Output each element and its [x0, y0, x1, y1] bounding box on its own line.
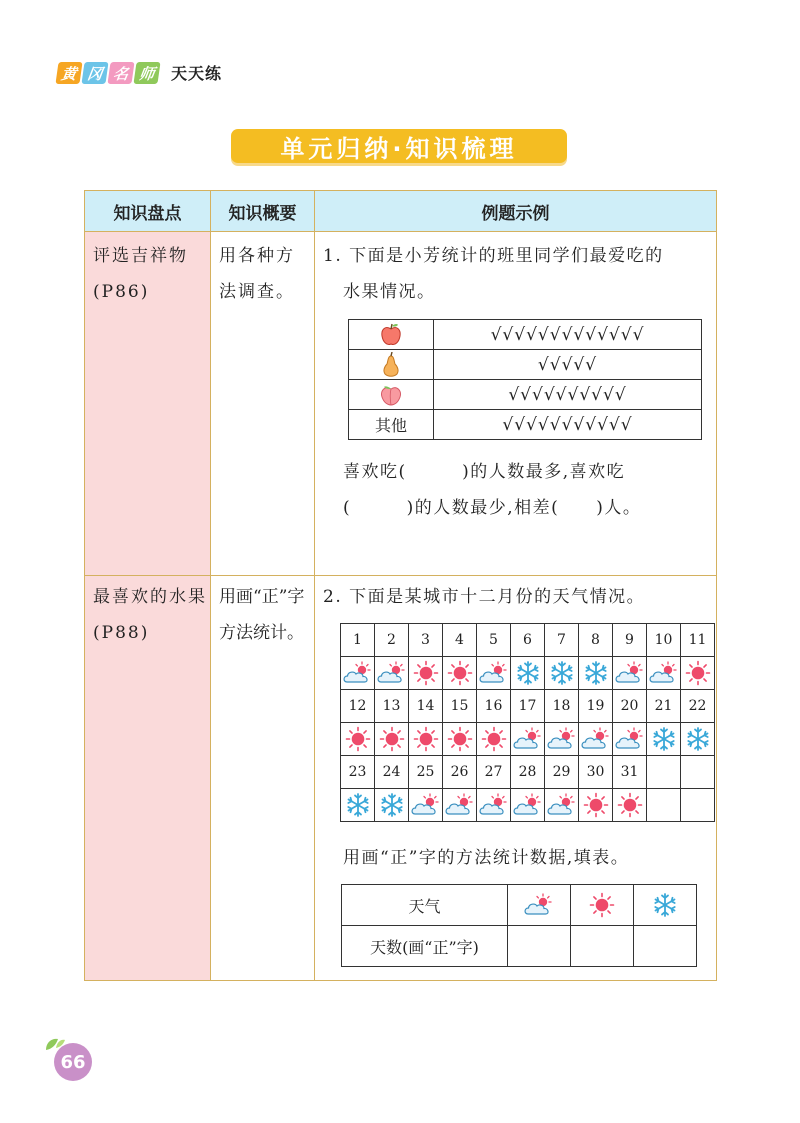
calendar-day-number: 20 — [613, 690, 647, 723]
header-example: 例题示例 — [315, 191, 716, 232]
sunny-icon — [571, 885, 634, 926]
calendar-day-number: 8 — [579, 624, 613, 657]
row1-topic-title: 评选吉祥物 — [93, 246, 188, 266]
sunny-icon — [341, 723, 375, 756]
row2-summary — [219, 579, 304, 651]
tally-row-days — [342, 926, 697, 967]
pear-icon — [349, 350, 434, 380]
snow-icon — [634, 885, 697, 926]
question-2-instruction: 用画“正”字的方法统计数据,填表。 — [343, 848, 630, 868]
row1-topic — [93, 238, 188, 310]
fruit-label-other: 其他 — [349, 410, 434, 440]
calendar-weather-row — [341, 723, 715, 756]
question-2-line1: 2. 下面是某城市十二月份的天气情况。 — [323, 587, 646, 607]
brand-subtitle: 天天练 — [171, 64, 223, 83]
row1-summary-line2: 法调查。 — [219, 282, 295, 302]
knowledge-table — [84, 190, 717, 981]
calendar-day-number: 23 — [341, 756, 375, 789]
calendar-day-number: 11 — [681, 624, 715, 657]
brand-char-2: 冈 — [81, 62, 108, 84]
fruit-checks: √√√√√√√√√√ — [434, 380, 702, 410]
calendar-day-number: 7 — [545, 624, 579, 657]
header-summary: 知识概要 — [211, 191, 314, 232]
calendar-day-number: 24 — [375, 756, 409, 789]
tally-row-weather — [342, 885, 697, 926]
calendar-day-number: 19 — [579, 690, 613, 723]
tally-label-weather: 天气 — [342, 885, 508, 926]
calendar-day-row — [341, 756, 715, 789]
cloudy-icon — [477, 657, 511, 690]
cloudy-icon — [511, 789, 545, 822]
row2-topic-title: 最喜欢的水果 — [93, 587, 207, 607]
question-1 — [323, 238, 664, 310]
sunny-icon — [477, 723, 511, 756]
calendar-day-number: 10 — [647, 624, 681, 657]
sunny-icon — [443, 723, 477, 756]
snow-icon — [511, 657, 545, 690]
question-1-line2: 水果情况。 — [343, 282, 436, 302]
sunny-icon — [579, 789, 613, 822]
row2-topic-page: (P88) — [93, 623, 150, 643]
fruit-tally-table — [348, 319, 702, 440]
brand-char-1: 黄 — [55, 62, 82, 84]
calendar-day-number: 5 — [477, 624, 511, 657]
snow-icon — [647, 723, 681, 756]
calendar-day-number: 22 — [681, 690, 715, 723]
calendar-empty-cell — [647, 789, 681, 822]
row2-topic — [93, 579, 207, 651]
calendar-day-number: 26 — [443, 756, 477, 789]
fruit-checks: √√√√√√√√√√√ — [434, 410, 702, 440]
snow-icon — [375, 789, 409, 822]
calendar-day-number: 25 — [409, 756, 443, 789]
cloudy-icon — [579, 723, 613, 756]
fruit-checks: √√√√√ — [434, 350, 702, 380]
question-1-blank-line1: 喜欢吃( )的人数最多,喜欢吃 — [343, 462, 626, 482]
calendar-day-number: 9 — [613, 624, 647, 657]
calendar-day-number: 2 — [375, 624, 409, 657]
calendar-day-number: 3 — [409, 624, 443, 657]
calendar-day-number: 28 — [511, 756, 545, 789]
calendar-day-number: 16 — [477, 690, 511, 723]
fruit-checks: √√√√√√√√√√√√√ — [434, 320, 702, 350]
fruit-row-apple — [349, 320, 702, 350]
tally-answer-sunny[interactable] — [571, 926, 634, 967]
calendar-day-number: 27 — [477, 756, 511, 789]
cloudy-icon — [477, 789, 511, 822]
question-2 — [323, 579, 645, 615]
calendar-day-number: 17 — [511, 690, 545, 723]
sunny-icon — [409, 657, 443, 690]
snow-icon — [341, 789, 375, 822]
header-topic: 知识盘点 — [85, 191, 210, 232]
cloudy-icon — [545, 723, 579, 756]
calendar-day-number: 13 — [375, 690, 409, 723]
calendar-weather-row — [341, 657, 715, 690]
cloudy-icon — [545, 789, 579, 822]
calendar-day-number: 14 — [409, 690, 443, 723]
cloudy-icon — [508, 885, 571, 926]
calendar-day-row — [341, 690, 715, 723]
cloudy-icon — [341, 657, 375, 690]
sunny-icon — [409, 723, 443, 756]
question-1-line1: 1. 下面是小芳统计的班里同学们最爱吃的 — [323, 246, 664, 266]
row1-summary — [219, 238, 295, 310]
row2-summary-line2: 方法统计。 — [219, 623, 304, 643]
snow-icon — [545, 657, 579, 690]
calendar-day-row — [341, 624, 715, 657]
calendar-day-number: 30 — [579, 756, 613, 789]
fruit-row-peach — [349, 380, 702, 410]
snow-icon — [579, 657, 613, 690]
fruit-row-pear — [349, 350, 702, 380]
apple-icon — [349, 320, 434, 350]
row1-topic-page: (P86) — [93, 282, 150, 302]
brand-char-4: 师 — [133, 62, 160, 84]
calendar-day-number: 4 — [443, 624, 477, 657]
fruit-row-other — [349, 410, 702, 440]
question-1-blanks — [343, 454, 641, 526]
calendar-day-number: 1 — [341, 624, 375, 657]
question-1-blank-line2: ( )的人数最少,相差( )人。 — [343, 498, 642, 518]
calendar-day-number: 21 — [647, 690, 681, 723]
calendar-day-number: 12 — [341, 690, 375, 723]
cloudy-icon — [613, 723, 647, 756]
column-divider — [314, 191, 315, 980]
calendar-day-number: 18 — [545, 690, 579, 723]
cloudy-icon — [409, 789, 443, 822]
calendar-day-number — [647, 756, 681, 789]
tally-answer-snow[interactable] — [634, 926, 697, 967]
row-divider — [85, 575, 716, 576]
snow-icon — [681, 723, 715, 756]
page-number: 66 — [54, 1043, 92, 1081]
cloudy-icon — [511, 723, 545, 756]
sunny-icon — [613, 789, 647, 822]
calendar-empty-cell — [681, 789, 715, 822]
sunny-icon — [681, 657, 715, 690]
calendar-day-number: 29 — [545, 756, 579, 789]
tally-label-days: 天数(画“正”字) — [342, 926, 508, 967]
sunny-icon — [375, 723, 409, 756]
calendar-weather-row — [341, 789, 715, 822]
calendar-day-number — [681, 756, 715, 789]
calendar-day-number: 15 — [443, 690, 477, 723]
cloudy-icon — [375, 657, 409, 690]
calendar-day-number: 6 — [511, 624, 545, 657]
section-banner: 单元归纳·知识梳理 — [231, 129, 567, 163]
sunny-icon — [443, 657, 477, 690]
calendar-day-number: 31 — [613, 756, 647, 789]
cloudy-icon — [613, 657, 647, 690]
cloudy-icon — [443, 789, 477, 822]
cloudy-icon — [647, 657, 681, 690]
row1-summary-line1: 用各种方 — [219, 246, 295, 266]
row2-summary-line1: 用画“正”字 — [219, 587, 305, 607]
tally-answer-cloudy[interactable] — [508, 926, 571, 967]
weather-calendar — [340, 623, 715, 822]
peach-icon — [349, 380, 434, 410]
weather-tally-table — [341, 884, 697, 967]
brand-char-3: 名 — [107, 62, 134, 84]
column-divider — [210, 191, 211, 980]
brand-logo — [57, 61, 222, 84]
